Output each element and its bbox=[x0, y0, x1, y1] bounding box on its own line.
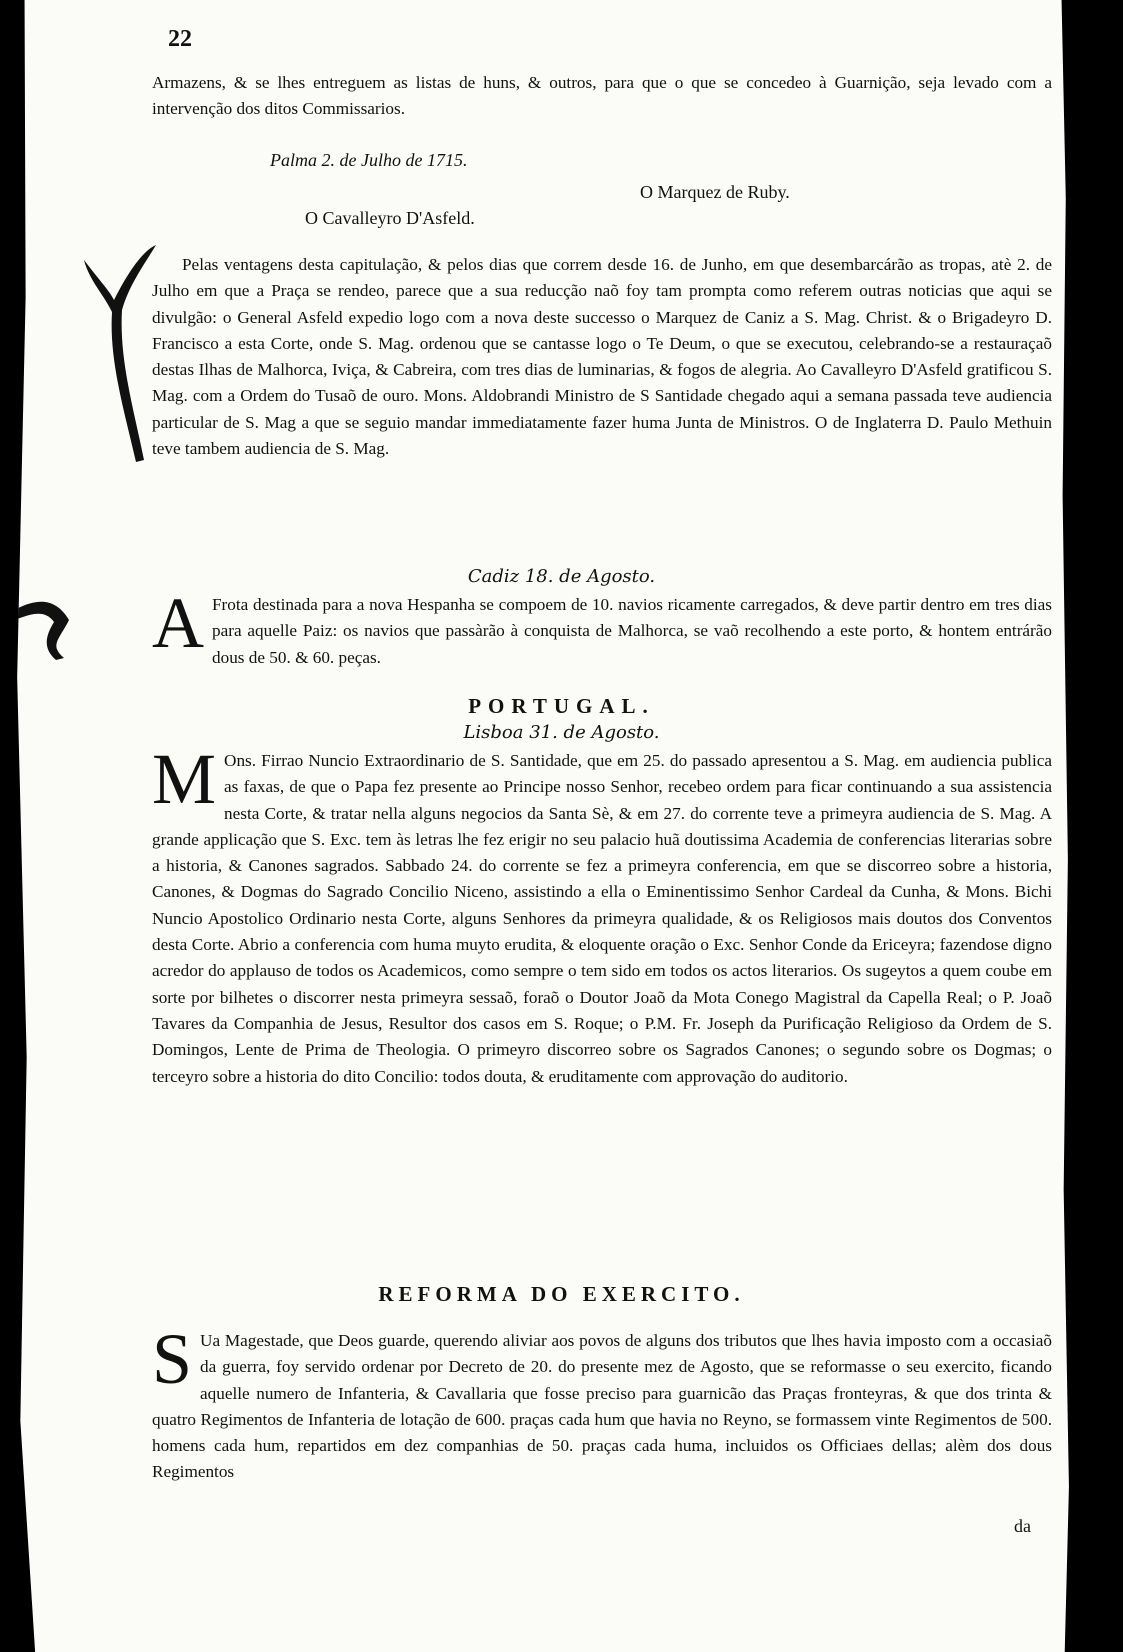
lisboa-dateline: Lisboa 31. de Agosto. bbox=[463, 722, 660, 743]
cadiz-dateline: Cadiz 18. de Agosto. bbox=[467, 566, 656, 587]
signatory-cavalleyro: O Cavalleyro D'Asfeld. bbox=[305, 208, 475, 228]
cadiz-text: Frota destinada para a nova Hespanha se compoem de 10. navios ricamente carregados, & deve partir dentro em tres dias para aquelle Paiz: os navios que passàrão à conquista de Malhorca, se vaõ recolhendo a este porto, & hontem entrárão dous de 50. & 60. peças. bbox=[212, 595, 1052, 667]
page-number: 22 bbox=[168, 26, 192, 52]
reforma-paragraph bbox=[152, 1319, 1052, 1486]
portugal-paragraph bbox=[152, 739, 1052, 1090]
cadiz-paragraph bbox=[152, 583, 1052, 671]
portugal-dropcap: M bbox=[152, 739, 217, 819]
reforma-dropcap: S bbox=[152, 1319, 193, 1399]
portugal-heading: PORTUGAL. bbox=[468, 694, 655, 718]
catchword: da bbox=[1014, 1516, 1031, 1536]
top-paragraph: Armazens, & se lhes entreguem as listas de huns, & outros, para que o que se concedeo à Guarnição, seja levado com a intervenção dos ditos Commissarios. bbox=[152, 73, 1052, 119]
palma-dateline: Palma 2. de Julho de 1715. bbox=[270, 150, 468, 170]
reforma-text: Ua Magestade, que Deos guarde, querendo aliviar aos povos de alguns dos tributos que lhes havia imposto com a occasiaõ da guerra, foy servido ordenar por Decreto de 20. do presente mez de Agosto, que se reformasse o seu exercito, ficando aquelle numero de Infanteria, & Cavallaria que fosse preciso para guarnicão das Praças fronteyras, & que dos trinta & quatro Regimentos de Infanteria de lotação de 600. praças cada hum que havia no Reyno, se formassem vinte Regimentos de 500. homens cada hum, repartidos em dez companhias de 50. praças cada huma, incluidos os Officiaes dellas; alèm dos dous Regimentos bbox=[152, 1331, 1052, 1482]
handwritten-bracket-mark bbox=[74, 240, 164, 470]
cadiz-dropcap: A bbox=[152, 583, 204, 663]
signatory-marquez: O Marquez de Ruby. bbox=[640, 182, 790, 202]
capitulation-paragraph: Pelas ventagens desta capitulação, & pelos dias que correm desde 16. de Junho, em que desembarcárão as tropas, atè 2. de Julho em que a Praça se rendeo, parece que a sua reducção naõ foy tam prompta como referem outras noticias que aqui se divulgão: o General Asfeld expedio logo com a nova deste successo o Marquez de Caniz a S. Mag. Christ. & o Brigadeyro D. Francisco a esta Corte, onde S. Mag. ordenou que se cantasse logo o Te Deum, o que se executou, celebrando-se a restauraçaõ destas Ilhas de Malhorca, Iviça, & Cabreira, com tres dias de luminarias, & fogos de alegria. Ao Cavalleyro D'Asfeld gratificou S. Mag. com a Ordem do Tusaõ de ouro. Mons. Aldobrandi Ministro de S Santidade chegado aqui a semana passada teve audiencia particular de S. Mag a que se seguio mandar immediatamente fazer huma Junta de Ministros. O de Inglaterra D. Paulo Methuin teve tambem audiencia de S. Mag. bbox=[152, 255, 1052, 459]
portugal-text: Ons. Firrao Nuncio Extraordinario de S. Santidade, que em 25. do passado apresentou a S. Mag. em audiencia publica as faxas, de que o Papa fez presente ao Principe nosso Senhor, recebeo ordem para ficar continuando a sua assistencia nesta Corte, & tratar nella alguns negocios da Santa Sè, & em 27. do corrente teve a primeyra audiencia de S. Mag. A grande applicação que S. Exc. tem às letras lhe fez erigir no seu palacio huã doutissima Academia de conferencias literarias sobre a historia, & Canones sagrados. Sabbado 24. do corrente se fez a primeyra conferencia, em que se discorreo sobre a historia, Canones, & Dogmas do Sagrado Concilio Niceno, assistindo a ella o Eminentissimo Senhor Cardeal da Cunha, & Mons. Bichi Nuncio Apostolico Ordinario nesta Corte, alguns Senhores da primeyra qualidade, & os Religiosos mais doutos dos Conventos desta Corte. Abrio a conferencia com huma muyto erudita, & eloquente oração o Exc. Senhor Conde da Ericeyra; fazendose digno acredor do applauso de todos os Academicos, como sempre o tem sido em todos os actos literarios. Os sugeytos a quem coube em sorte por bilhetes o discorrer nesta primeyra sessaõ, foraõ o Doutor Joaõ da Mota Conego Magistral da Capella Real; o P. Joaõ Tavares da Companhia de Jesus, Resultor dos casos em S. Roque; o P.M. Fr. Joseph da Purificação Religioso da Ordem de S. Domingos, Lente de Prima de Theologia. O primeyro discorreo sobre os Sagrados Canones; o segundo sobre os Dogmas; o terceyro sobre a historia do dito Concilio: todos douta, & eruditamente com approvação do auditorio. bbox=[152, 751, 1052, 1086]
reforma-heading: REFORMA DO EXERCITO. bbox=[378, 1282, 745, 1306]
handwritten-curl-mark bbox=[14, 590, 74, 660]
